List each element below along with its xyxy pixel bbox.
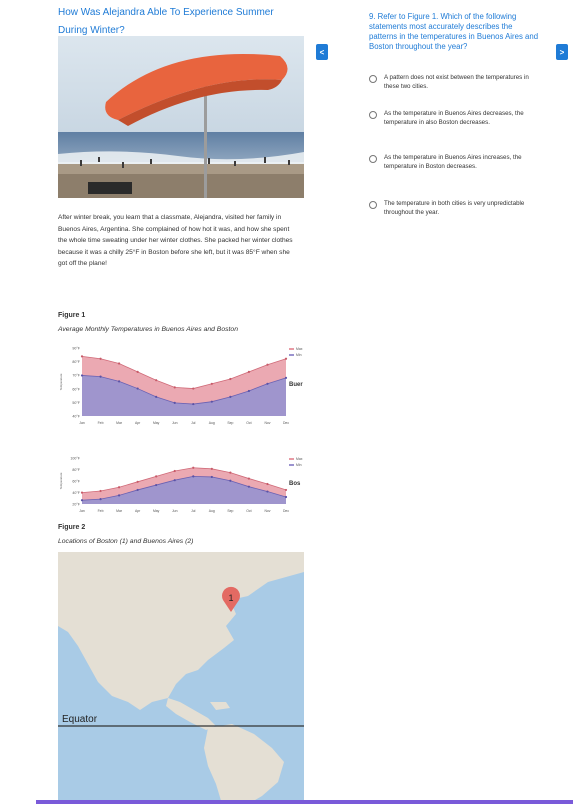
x-tick-label: Jan xyxy=(79,421,85,425)
y-tick-label: 80°F xyxy=(72,468,80,472)
min-data-point xyxy=(137,387,139,389)
min-data-point xyxy=(192,475,194,477)
x-tick-label: Apr xyxy=(134,421,141,425)
y-tick-label: 60°F xyxy=(72,479,80,484)
svg-text:1: 1 xyxy=(228,593,234,603)
x-tick-label: Jul xyxy=(191,421,196,425)
series-city-label: Bos xyxy=(289,481,301,487)
locations-map xyxy=(58,552,304,804)
y-tick-label: 40°F xyxy=(72,491,80,495)
y-tick-label: 60°F xyxy=(72,387,80,392)
min-data-point xyxy=(211,476,213,478)
x-tick-label: Dec xyxy=(282,421,290,425)
previous-question-button[interactable]: < xyxy=(316,44,328,60)
y-tick-label: 70°F xyxy=(72,373,80,378)
max-data-point xyxy=(155,475,157,477)
figure2-caption: Locations of Boston (1) and Buenos Aires (2) xyxy=(58,538,194,545)
passage-title: How Was Alejandra Able To Experience Summer During Winter? xyxy=(58,7,274,36)
legend-label: Min xyxy=(296,463,302,467)
max-data-point xyxy=(248,477,250,479)
x-tick-label: Oct xyxy=(246,509,252,513)
beach-umbrella-photo xyxy=(58,36,304,198)
min-data-point xyxy=(137,489,139,491)
answer-choice-c[interactable] xyxy=(369,154,539,171)
min-data-point xyxy=(99,498,101,500)
figure1-label: Figure 1 xyxy=(58,312,86,319)
answer-choice-text: The temperature in both cities is very unpredictable throughout the year. xyxy=(384,200,525,216)
x-tick-label: Sep xyxy=(227,509,234,513)
x-tick-label: Oct xyxy=(246,421,252,425)
answer-choice-text: A pattern does not exist between the temperatures in these two cities. xyxy=(384,74,529,90)
max-data-point xyxy=(99,358,101,360)
legend-label: Max xyxy=(296,457,303,461)
min-data-point xyxy=(192,403,194,405)
radio-button[interactable] xyxy=(369,75,377,83)
min-data-point xyxy=(285,377,287,379)
max-data-point xyxy=(192,387,194,389)
legend-label: Max xyxy=(296,347,303,351)
y-tick-label: 100°F xyxy=(70,456,80,461)
max-data-point xyxy=(118,362,120,364)
legend-label: Min xyxy=(296,353,302,357)
x-tick-label: Sep xyxy=(227,421,234,425)
min-data-point xyxy=(118,380,120,382)
x-tick-label: Aug xyxy=(208,509,215,513)
min-data-point xyxy=(81,499,83,501)
equator-label: Equator xyxy=(62,714,98,725)
passage-body: After winter break, you learn that a classmate, Alejandra, visited her family in Buenos Aires, Argentina. She complained of how hot it was, and how she spent the whole time sweating under her winter clothes. She packed her winter clothes because it was a chilly 25°F in Boston before she left, but it was 85°F when she got off the plane! xyxy=(58,214,293,268)
min-data-point xyxy=(99,376,101,378)
x-tick-label: Jul xyxy=(191,509,196,513)
x-tick-label: Feb xyxy=(97,421,104,425)
max-data-point xyxy=(99,490,101,492)
min-data-point xyxy=(174,402,176,404)
y-tick-label: 20°F xyxy=(72,502,80,507)
y-tick-label: 50°F xyxy=(72,400,80,405)
x-tick-label: May xyxy=(152,509,160,513)
x-tick-label: Dec xyxy=(282,509,290,513)
buenos-aires-chart-svg xyxy=(58,342,308,426)
max-data-point xyxy=(266,483,268,485)
min-data-point xyxy=(266,383,268,385)
legend-swatch xyxy=(289,458,294,460)
min-data-point xyxy=(211,401,213,403)
radio-button[interactable] xyxy=(369,155,377,163)
min-data-point xyxy=(266,490,268,492)
max-data-point xyxy=(137,371,139,373)
x-tick-label: Mar xyxy=(116,421,123,425)
max-data-point xyxy=(211,383,213,385)
min-data-point xyxy=(155,484,157,486)
answer-choice-text: As the temperature in Buenos Aires increases, the temperature in Boston decreases. xyxy=(384,154,522,170)
x-tick-label: Jan xyxy=(79,509,85,513)
x-tick-label: Jun xyxy=(171,509,178,513)
max-data-point xyxy=(192,467,194,469)
next-question-button[interactable]: > xyxy=(556,44,568,60)
min-data-point xyxy=(229,396,231,398)
max-data-point xyxy=(285,358,287,360)
figure2-label: Figure 2 xyxy=(58,524,86,531)
y-axis-label: Temperature xyxy=(59,373,63,391)
max-data-point xyxy=(81,355,83,357)
x-tick-label: Aug xyxy=(208,421,215,425)
min-data-point xyxy=(155,396,157,398)
max-data-point xyxy=(229,378,231,380)
buenos-aires-chart xyxy=(58,342,308,431)
answer-choice-d[interactable] xyxy=(369,200,539,217)
x-tick-label: Nov xyxy=(264,509,271,513)
max-data-point xyxy=(285,489,287,491)
max-data-point xyxy=(211,468,213,470)
series-city-label: Buer xyxy=(289,382,303,388)
legend-swatch xyxy=(289,354,294,356)
min-data-point xyxy=(81,374,83,376)
answer-choice-text: As the temperature in Buenos Aires decreases, the temperature in also Boston decreases. xyxy=(384,110,524,126)
boston-chart xyxy=(58,452,308,519)
max-data-point xyxy=(118,486,120,488)
figure1-caption: Average Monthly Temperatures in Buenos Aires and Boston xyxy=(58,326,238,333)
radio-button[interactable] xyxy=(369,111,377,119)
min-data-point xyxy=(174,479,176,481)
max-data-point xyxy=(174,386,176,388)
max-data-point xyxy=(81,492,83,494)
x-tick-label: Feb xyxy=(97,509,104,513)
radio-button[interactable] xyxy=(369,201,377,209)
max-data-point xyxy=(155,379,157,381)
max-data-point xyxy=(266,364,268,366)
x-tick-label: Mar xyxy=(116,509,123,513)
max-data-point xyxy=(248,371,250,373)
x-tick-label: Apr xyxy=(134,509,141,513)
answer-choice-a[interactable] xyxy=(369,74,539,91)
x-tick-label: Nov xyxy=(264,421,271,425)
min-data-point xyxy=(229,480,231,482)
y-tick-label: 80°F xyxy=(72,360,80,365)
x-tick-label: May xyxy=(152,421,160,425)
y-tick-label: 40°F xyxy=(72,414,80,419)
y-axis-label: Temperature xyxy=(59,472,63,490)
min-data-point xyxy=(248,486,250,488)
progress-bar xyxy=(36,800,573,804)
max-data-point xyxy=(229,472,231,474)
boston-chart-svg xyxy=(58,452,308,514)
min-data-point xyxy=(248,390,250,392)
max-data-point xyxy=(174,470,176,472)
legend-swatch xyxy=(289,348,294,350)
x-tick-label: Jun xyxy=(171,421,178,425)
max-data-point xyxy=(137,481,139,483)
legend-swatch xyxy=(289,464,294,466)
answer-choice-b[interactable] xyxy=(369,110,539,127)
min-data-point xyxy=(118,494,120,496)
min-data-point xyxy=(285,496,287,498)
y-tick-label: 90°F xyxy=(72,346,80,351)
question-text: 9. Refer to Figure 1. Which of the following statements most accurately describes the patterns in the temperatures in Buenos Aires and Boston throughout the year? xyxy=(369,12,539,51)
